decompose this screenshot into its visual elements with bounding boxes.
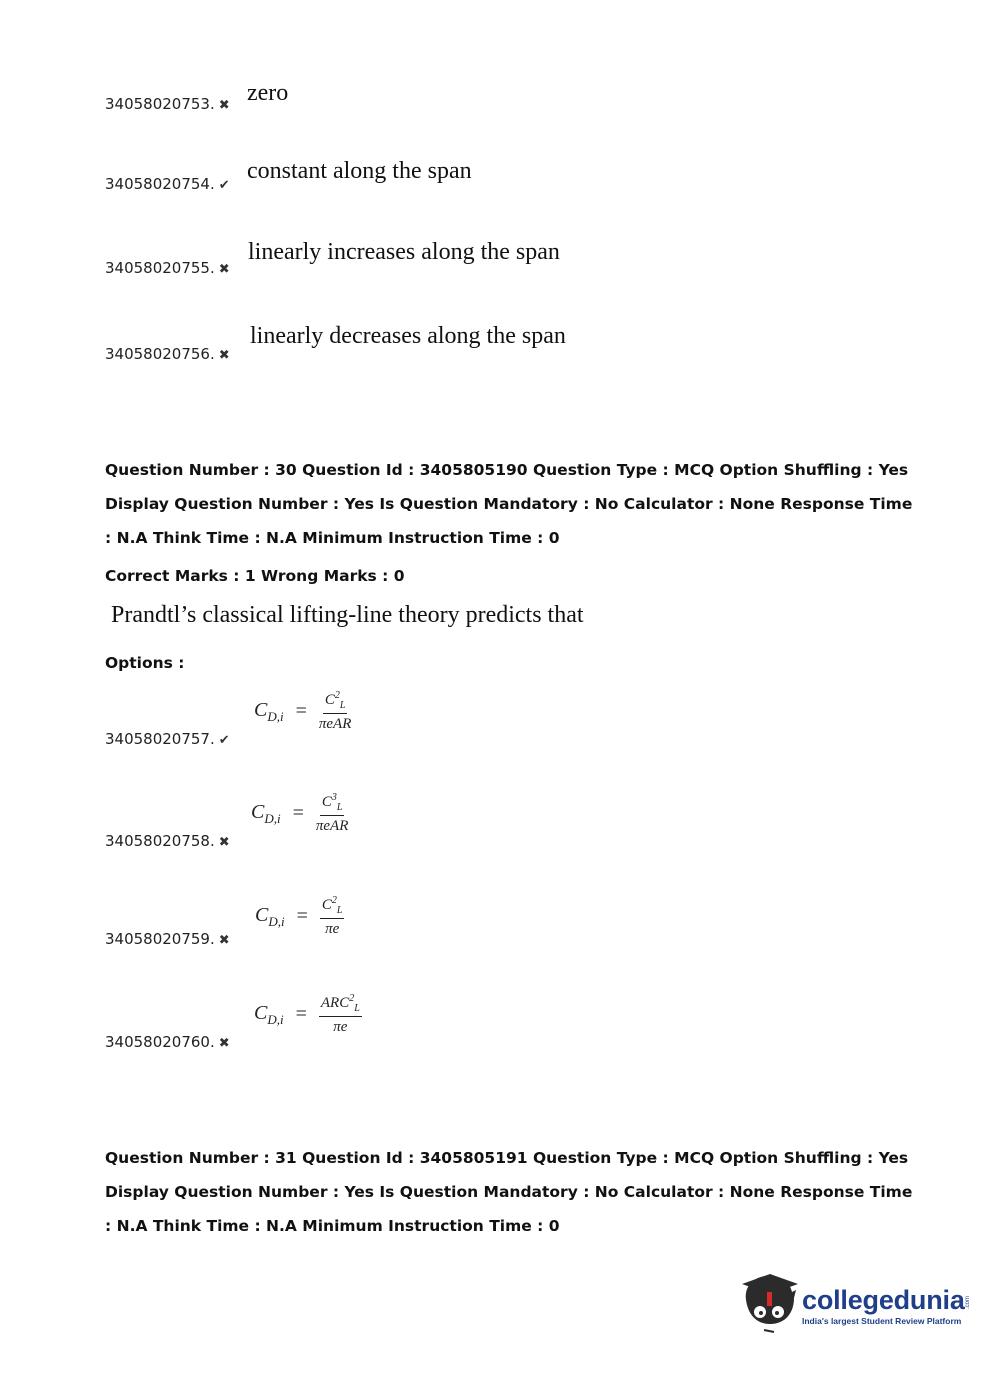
numerator-sub: L [336,802,343,813]
option-id: 34058020754. [105,175,215,193]
numerator: C [321,897,332,913]
denominator: πeAR [315,818,349,834]
option-id: 34058020756. [105,345,215,363]
option-id: 34058020760. [105,1033,215,1051]
option-row [105,174,230,193]
cross-icon: ✖ [218,348,230,363]
options-label: Options : [105,654,185,672]
numerator-sup: 2 [334,690,340,701]
logo-com: .com [964,1296,971,1310]
numerator-sub: L [354,1003,360,1014]
meta-line: Display Question Number : Yes Is Question Mandatory : No Calculator : None Response Time [105,1183,913,1201]
formula-lhs: C [255,903,269,926]
formula-lhs: C [251,800,265,823]
equals-sign: = [295,700,307,722]
option-id: 34058020755. [105,259,215,277]
logo-tagline: India's largest Student Review Platform [802,1315,962,1326]
option-row [105,929,230,948]
formula [254,993,362,1036]
formula-lhs-sub: D,i [264,810,281,826]
formula-lhs-sub: D,i [268,913,285,929]
formula-lhs: C [254,698,268,721]
option-row [105,258,230,277]
option-row [105,729,230,748]
formula [255,895,344,938]
option-text: linearly increases along the span [248,239,560,265]
cross-icon: ✖ [218,98,230,113]
formula [251,792,348,835]
numerator-sub: L [339,700,346,711]
cross-icon: ✖ [218,262,230,277]
numerator-sup: 2 [331,895,337,906]
numerator-sup: 3 [331,792,337,803]
formula-lhs-sub: D,i [267,708,284,724]
check-icon: ✔ [218,733,230,748]
option-row [105,831,230,850]
option-text: constant along the span [247,158,472,184]
denominator: πeAR [318,716,352,732]
numerator: ARC [320,995,350,1011]
equals-sign: = [292,802,304,824]
meta-line: : N.A Think Time : N.A Minimum Instruction Time : 0 [105,529,560,547]
formula [254,690,351,733]
question-text: Prandtl’s classical lifting-line theory predicts that [111,602,584,628]
option-text: linearly decreases along the span [250,323,566,349]
numerator: C [324,692,335,708]
option-id: 34058020753. [105,95,215,113]
meta-line: : N.A Think Time : N.A Minimum Instruction Time : 0 [105,1217,560,1235]
meta-line: Display Question Number : Yes Is Question Mandatory : No Calculator : None Response Time [105,495,913,513]
question-31-meta [105,1141,912,1243]
check-icon: ✔ [218,178,230,193]
equals-sign: = [295,1003,307,1025]
numerator-sup: 2 [349,993,355,1004]
formula-lhs: C [254,1001,268,1024]
cross-icon: ✖ [218,1036,230,1051]
meta-line: Question Number : 30 Question Id : 3405805190 Question Type : MCQ Option Shuffling : Yes [105,461,909,479]
denominator: πe [333,1019,348,1035]
equals-sign: = [296,905,308,927]
option-id: 34058020757. [105,730,215,748]
denominator: πe [325,921,340,937]
marks-line: Correct Marks : 1 Wrong Marks : 0 [105,567,405,585]
option-id: 34058020759. [105,930,215,948]
option-row [105,94,230,113]
logo-name: collegedunia [802,1284,965,1315]
option-id: 34058020758. [105,832,215,850]
option-text: zero [247,80,289,106]
option-row [105,344,230,363]
question-30-meta [105,453,912,555]
cross-icon: ✖ [218,835,230,850]
numerator-sub: L [336,905,343,916]
collegedunia-logo [740,1272,971,1338]
cross-icon: ✖ [218,933,230,948]
mascot-icon [740,1272,800,1338]
meta-line: Question Number : 31 Question Id : 3405805191 Question Type : MCQ Option Shuffling : Yes [105,1149,909,1167]
formula-lhs-sub: D,i [267,1011,284,1027]
numerator: C [321,794,332,810]
option-row [105,1032,230,1051]
